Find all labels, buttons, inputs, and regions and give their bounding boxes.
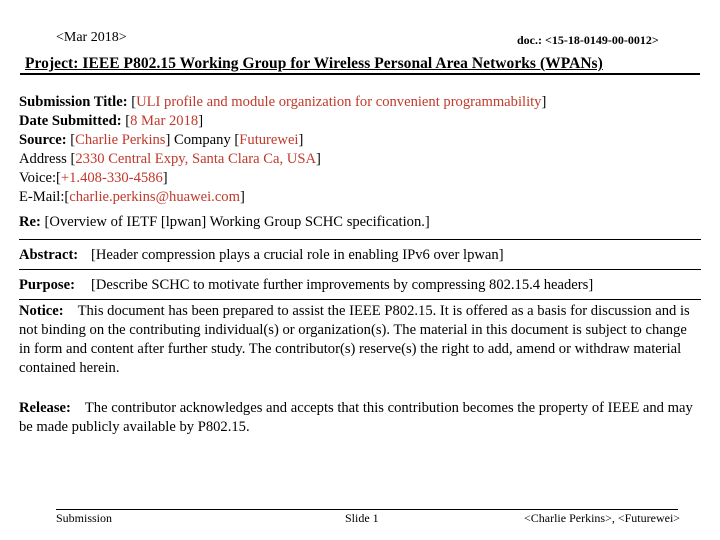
footer-slide-number: Slide 1 [345,511,379,525]
notice-text: This document has been prepared to assist the IEEE P802.15. It is offered as a basis for discussion and is not binding on the contributing individual(s) or organization(s). The material in this document is subject to change in form and content after further study. The contributor(s) reserve(s) the right to add, amend or withdraw material contained herein. [19,303,690,376]
company-label: Company [170,132,235,148]
submission-title-row: Submission Title: [ULI profile and module organization for convenient programmability] [19,94,547,110]
date-submitted-value: 8 Mar 2018 [130,113,199,129]
release-paragraph [19,399,701,437]
footer-author: <Charlie Perkins>, <Futurewei> [524,511,681,525]
source-label: Source: [19,132,71,148]
email-value: charlie.perkins@huawei.com [69,189,240,205]
re-row: Re: [Overview of IETF [lpwan] Working Group SCHC specification.] [19,214,430,230]
purpose-label: Purpose: [19,277,75,293]
header-doc-number: doc.: <15-18-0149-00-0012> [517,33,659,47]
address-label: Address [19,151,71,167]
company-value: Futurewei [239,132,299,148]
purpose-value: Describe SCHC to motivate further improvements by compressing 802.15.4 headers [95,277,589,293]
abstract-value: Header compression plays a crucial role in enabling IPv6 over lpwan [95,247,499,263]
source-name: Charlie Perkins [75,132,166,148]
source-row: Source: [Charlie Perkins] Company [Futurewei] [19,132,304,148]
project-title: Project: IEEE P802.15 Working Group for Wireless Personal Area Networks (WPANs) [25,55,603,72]
voice-value: +1.408-330-4586 [60,170,163,186]
date-submitted-row: Date Submitted: [8 Mar 2018] [19,113,204,129]
submission-title-value: ULI profile and module organization for convenient programmability [136,94,542,110]
date-submitted-label: Date Submitted: [19,113,126,129]
release-label: Release: [19,400,71,416]
notice-label: Notice: [19,303,64,319]
re-label: Re: [19,214,45,230]
voice-label: Voice: [19,170,57,186]
address-row: Address [2330 Central Expy, Santa Clara Ca, USA] [19,151,321,167]
purpose-row: Purpose: [Describe SCHC to motivate further improvements by compressing 802.15.4 headers] [19,277,594,293]
email-label: E-Mail: [19,189,65,205]
abstract-row: Abstract: [Header compression plays a crucial role in enabling IPv6 over lpwan] [19,247,504,263]
footer-submission: Submission [56,511,113,525]
notice-paragraph [19,302,701,378]
footer-divider [56,509,678,510]
address-value: 2330 Central Expy, Santa Clara Ca, USA [75,151,316,167]
divider-purpose [19,269,701,270]
divider-notice [19,299,701,300]
divider-top [20,73,700,75]
email-row: E-Mail:[charlie.perkins@huawei.com] [19,189,245,205]
re-value: Overview of IETF [lpwan] Working Group SCHC specification. [49,214,425,230]
voice-row: Voice:[+1.408-330-4586] [19,170,168,186]
release-text: The contributor acknowledges and accepts that this contribution becomes the property of IEEE and may be made publicly available by P802.15. [19,400,693,435]
header-date: <Mar 2018> [56,30,127,45]
divider-abstract [19,239,701,240]
abstract-label: Abstract: [19,247,79,263]
submission-title-label: Submission Title: [19,94,132,110]
